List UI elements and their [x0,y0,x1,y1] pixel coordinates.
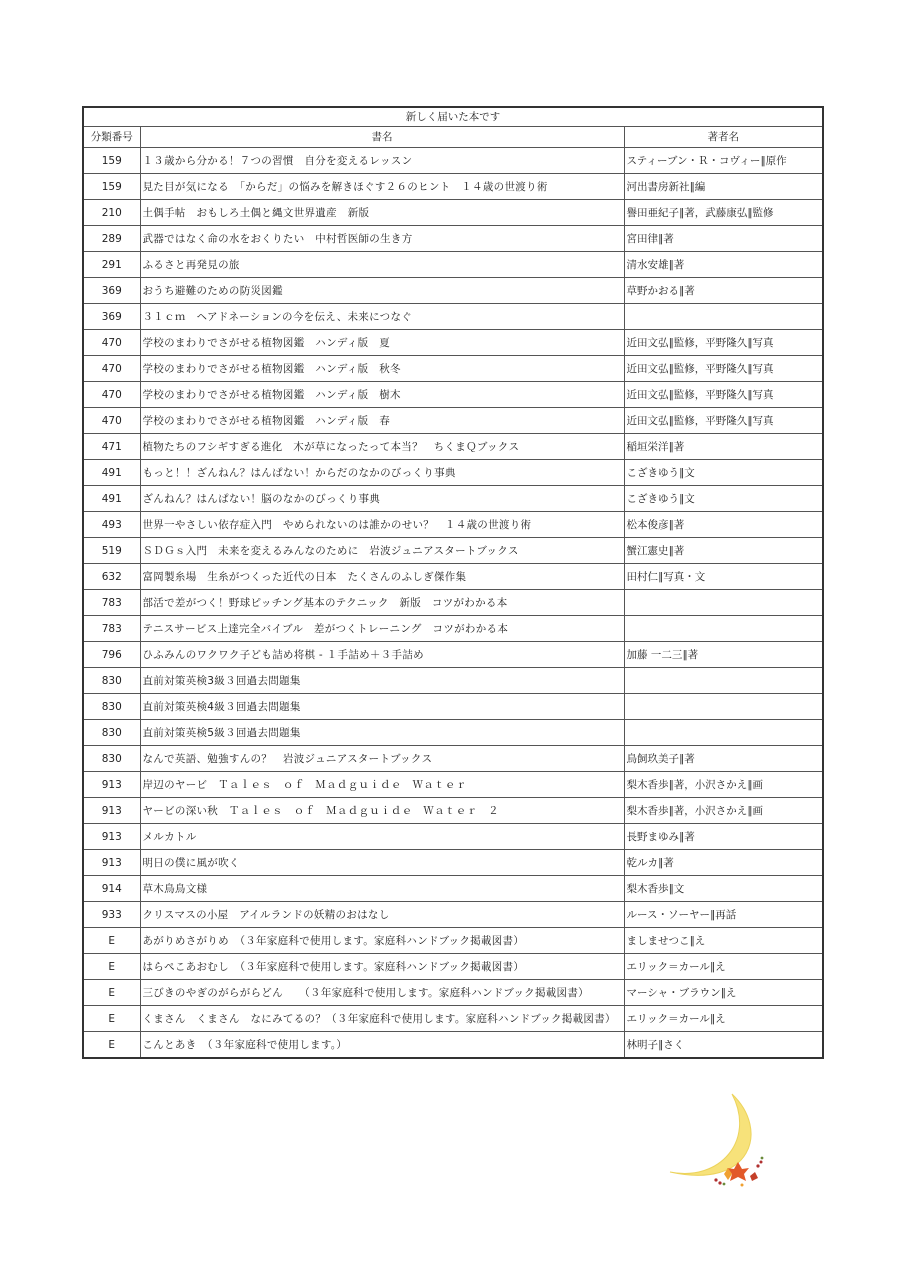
cell-book-title: なんで英語、勉強すんの？ 岩波ジュニアスタートブックス [140,746,624,772]
cell-author: 稲垣栄洋∥著 [624,434,823,460]
cell-classification-number: 933 [83,902,140,928]
cell-classification-number: 783 [83,590,140,616]
cell-author: ルース・ソーヤー∥再話 [624,902,823,928]
table-row [83,824,823,850]
cell-book-title: クリスマスの小屋 アイルランドの妖精のおはなし [140,902,624,928]
cell-classification-number: 914 [83,876,140,902]
cell-author: こざきゆう∥文 [624,460,823,486]
cell-classification-number: 783 [83,616,140,642]
table-row [83,330,823,356]
cell-book-title: 土偶手帖 おもしろ土偶と縄文世界遺産 新版 [140,200,624,226]
cell-book-title: メルカトル [140,824,624,850]
table-row [83,174,823,200]
cell-classification-number: 632 [83,564,140,590]
cell-book-title: 草木鳥鳥文様 [140,876,624,902]
cell-classification-number: E [83,1032,140,1059]
table-row [83,876,823,902]
cell-classification-number: E [83,954,140,980]
cell-classification-number: 210 [83,200,140,226]
table-row [83,590,823,616]
table-title: 新しく届いた本です [83,107,823,127]
cell-classification-number: 470 [83,382,140,408]
cell-classification-number: 519 [83,538,140,564]
cell-author: 譽田亜紀子∥著，武藤康弘∥監修 [624,200,823,226]
table-row [83,252,823,278]
cell-author: 近田文弘∥監修，平野隆久∥写真 [624,330,823,356]
cell-book-title: 明日の僕に風が吹く [140,850,624,876]
table-row [83,200,823,226]
cell-book-title: 直前対策英検4級３回過去問題集 [140,694,624,720]
table-row [83,434,823,460]
cell-author: 清水安雄∥著 [624,252,823,278]
table-row [83,616,823,642]
cell-book-title: ひふみんのワクワク子ども詰め将棋 - １手詰め＋３手詰め [140,642,624,668]
cell-classification-number: 470 [83,356,140,382]
cell-book-title: 学校のまわりでさがせる植物図鑑 ハンディ版 夏 [140,330,624,356]
cell-author [624,720,823,746]
cell-classification-number: 470 [83,330,140,356]
cell-author [624,590,823,616]
table-row [83,148,823,174]
table-row [83,356,823,382]
table-row [83,278,823,304]
cell-author [624,694,823,720]
cell-author: 林明子∥さく [624,1032,823,1059]
table-row [83,954,823,980]
cell-classification-number: 491 [83,486,140,512]
cell-author: 梨木香歩∥著，小沢さかえ∥画 [624,772,823,798]
cell-classification-number: 830 [83,694,140,720]
cell-classification-number: 796 [83,642,140,668]
cell-author: 田村仁∥写真・文 [624,564,823,590]
crescent-moon-with-autumn-leaves-icon [660,1090,770,1200]
cell-classification-number: 369 [83,278,140,304]
table-row [83,850,823,876]
cell-book-title: ふるさと再発見の旅 [140,252,624,278]
table-row [83,408,823,434]
table-row [83,226,823,252]
table-title-row [83,107,823,127]
header-classification-number: 分類番号 [83,127,140,148]
cell-author [624,304,823,330]
cell-classification-number: 913 [83,798,140,824]
cell-author [624,668,823,694]
cell-author: 近田文弘∥監修，平野隆久∥写真 [624,408,823,434]
cell-classification-number: 913 [83,824,140,850]
cell-classification-number: E [83,1006,140,1032]
cell-book-title: 富岡製糸場 生糸がつくった近代の日本 たくさんのふしぎ傑作集 [140,564,624,590]
cell-book-title: 世界一やさしい依存症入門 やめられないのは誰かのせい？ １４歳の世渡り術 [140,512,624,538]
cell-book-title: 武器ではなく命の水をおくりたい 中村哲医師の生き方 [140,226,624,252]
cell-book-title: 部活で差がつく！野球ピッチング基本のテクニック 新版 コツがわかる本 [140,590,624,616]
cell-author: 近田文弘∥監修，平野隆久∥写真 [624,382,823,408]
cell-author: 梨木香歩∥著，小沢さかえ∥画 [624,798,823,824]
cell-classification-number: 471 [83,434,140,460]
cell-classification-number: E [83,928,140,954]
table-row [83,512,823,538]
cell-book-title: はらぺこあおむし （３年家庭科で使用します。家庭科ハンドブック掲載図書） [140,954,624,980]
table-row [83,1006,823,1032]
cell-author: 加藤 一二三∥著 [624,642,823,668]
table-row [83,902,823,928]
cell-classification-number: 913 [83,850,140,876]
cell-book-title: 岸辺のヤービ Ｔａｌｅｓ ｏｆ Ｍａｄｇｕｉｄｅ Ｗａｔｅｒ [140,772,624,798]
cell-book-title: ヤービの深い秋 Ｔａｌｅｓ ｏｆ Ｍａｄｇｕｉｄｅ Ｗａｔｅｒ ２ [140,798,624,824]
cell-book-title: 直前対策英検3級３回過去問題集 [140,668,624,694]
cell-classification-number: 159 [83,148,140,174]
table-row [83,564,823,590]
cell-author: 梨木香歩∥文 [624,876,823,902]
cell-classification-number: 913 [83,772,140,798]
cell-classification-number: 369 [83,304,140,330]
table-row [83,694,823,720]
cell-book-title: ＳＤＧｓ入門 未来を変えるみんなのために 岩波ジュニアスタートブックス [140,538,624,564]
cell-book-title: 植物たちのフシギすぎる進化 木が草になったって本当？ ちくまＱブックス [140,434,624,460]
cell-author: エリック＝カール∥え [624,1006,823,1032]
cell-classification-number: 491 [83,460,140,486]
cell-book-title: こんとあき （３年家庭科で使用します。） [140,1032,624,1059]
table-row [83,668,823,694]
cell-author: こざきゆう∥文 [624,486,823,512]
cell-author: 河出書房新社∥編 [624,174,823,200]
cell-author: ましませつこ∥え [624,928,823,954]
cell-author: 松本俊彦∥著 [624,512,823,538]
table-row [83,304,823,330]
cell-book-title: ３１ｃｍ ヘアドネーションの今を伝え、未来につなぐ [140,304,624,330]
table-row [83,538,823,564]
table-body [83,148,823,1059]
cell-classification-number: 493 [83,512,140,538]
cell-book-title: ざんねん？はんぱない！脳のなかのびっくり事典 [140,486,624,512]
cell-book-title: 学校のまわりでさがせる植物図鑑 ハンディ版 樹木 [140,382,624,408]
cell-author: 長野まゆみ∥著 [624,824,823,850]
table-row [83,928,823,954]
cell-author: 鳥飼玖美子∥著 [624,746,823,772]
cell-classification-number: 289 [83,226,140,252]
cell-classification-number: 470 [83,408,140,434]
cell-classification-number: E [83,980,140,1006]
table-row [83,642,823,668]
cell-book-title: 直前対策英検5級３回過去問題集 [140,720,624,746]
cell-book-title: くまさん くまさん なにみてるの？（３年家庭科で使用します。家庭科ハンドブック掲載図書） [140,1006,624,1032]
table-row [83,746,823,772]
cell-classification-number: 291 [83,252,140,278]
cell-author: 宮田律∥著 [624,226,823,252]
table-row [83,1032,823,1059]
table-row [83,486,823,512]
cell-author: スティーブン・Ｒ・コヴィー∥原作 [624,148,823,174]
cell-book-title: １３歳から分かる！７つの習慣 自分を変えるレッスン [140,148,624,174]
cell-book-title: 三びきのやぎのがらがらどん （３年家庭科で使用します。家庭科ハンドブック掲載図書） [140,980,624,1006]
cell-book-title: あがりめさがりめ （３年家庭科で使用します。家庭科ハンドブック掲載図書） [140,928,624,954]
cell-author [624,616,823,642]
table-row [83,720,823,746]
table-row [83,798,823,824]
cell-classification-number: 830 [83,746,140,772]
header-book-title: 書名 [140,127,624,148]
cell-book-title: もっと！！ざんねん？はんぱない！からだのなかのびっくり事典 [140,460,624,486]
cell-author: 草野かおる∥著 [624,278,823,304]
header-author: 著者名 [624,127,823,148]
cell-book-title: おうち避難のための防災図鑑 [140,278,624,304]
cell-author: 乾ルカ∥著 [624,850,823,876]
cell-book-title: テニスサービス上達完全バイブル 差がつくトレーニング コツがわかる本 [140,616,624,642]
cell-author: マーシャ・ブラウン∥え [624,980,823,1006]
cell-classification-number: 830 [83,668,140,694]
cell-book-title: 学校のまわりでさがせる植物図鑑 ハンディ版 秋冬 [140,356,624,382]
table-row [83,980,823,1006]
table-row [83,382,823,408]
cell-author: エリック＝カール∥え [624,954,823,980]
table-row [83,772,823,798]
table-row [83,460,823,486]
cell-author: 近田文弘∥監修，平野隆久∥写真 [624,356,823,382]
new-books-table [82,106,824,1059]
cell-book-title: 学校のまわりでさがせる植物図鑑 ハンディ版 春 [140,408,624,434]
cell-author: 蟹江憲史∥著 [624,538,823,564]
crescent-moon [670,1094,751,1175]
cell-book-title: 見た目が気になる 「からだ」の悩みを解きほぐす２６のヒント １４歳の世渡り術 [140,174,624,200]
table-header-row [83,127,823,148]
cell-classification-number: 830 [83,720,140,746]
cell-classification-number: 159 [83,174,140,200]
